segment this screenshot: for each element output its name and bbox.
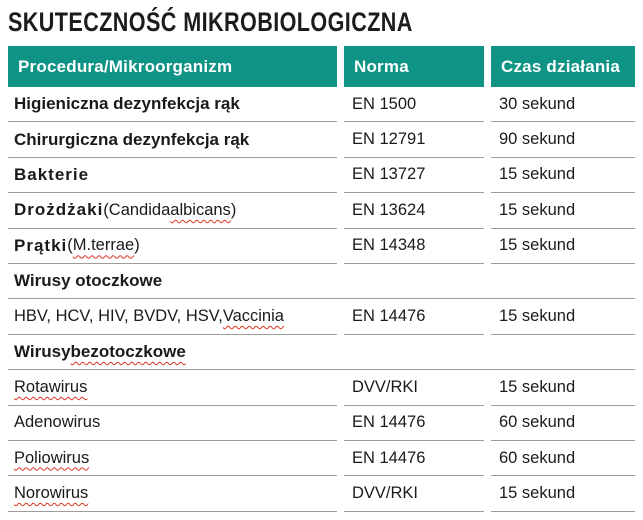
czas-cell: 90 sekund	[491, 122, 635, 157]
latin-name-suffix: )	[230, 200, 237, 219]
column-header-procedura: Procedura/Mikroorganizm	[8, 46, 337, 87]
czas-cell: 60 sekund	[491, 441, 635, 476]
microorganism-name: Drożdżaki	[14, 200, 104, 220]
norma-cell: EN 14348	[344, 229, 484, 264]
procedure-cell	[8, 476, 337, 511]
table-header-row	[8, 46, 635, 87]
czas-cell: 15 sekund	[491, 370, 635, 405]
norma-cell: DVV/RKI	[344, 370, 484, 405]
misspelled-word: albicans	[170, 200, 231, 219]
norma-cell: EN 14476	[344, 406, 484, 441]
section-title: Wirusy	[14, 341, 71, 361]
section-row-wirusy-otoczkowe	[8, 264, 635, 299]
czas-cell: 15 sekund	[491, 193, 635, 228]
czas-cell: 15 sekund	[491, 476, 635, 511]
misspelled-word: bezotoczkowe	[70, 341, 186, 361]
norma-cell: EN 14476	[344, 441, 484, 476]
column-header-norma: Norma	[344, 46, 484, 87]
section-title: Wirusy otoczkowe	[14, 271, 163, 291]
czas-cell: 60 sekund	[491, 406, 635, 441]
procedure-cell	[8, 441, 337, 476]
microorganism-name: Prątki	[14, 235, 68, 255]
norma-cell: EN 13624	[344, 193, 484, 228]
norma-cell: EN 1500	[344, 87, 484, 122]
misspelled-word: Vaccinia	[222, 307, 284, 326]
czas-cell: 30 sekund	[491, 87, 635, 122]
norma-cell: EN 12791	[344, 122, 484, 157]
latin-name-prefix: (	[67, 236, 73, 255]
misspelled-word: Poliowirus	[14, 448, 90, 467]
microorganism-name: Adenowirus	[14, 413, 101, 432]
norma-cell: EN 13727	[344, 158, 484, 193]
procedure-cell	[8, 370, 337, 405]
column-header-czas: Czas działania	[491, 46, 635, 87]
procedure-cell	[8, 87, 337, 122]
procedure-name: Higieniczna dezynfekcja rąk	[14, 94, 240, 114]
procedure-cell	[8, 406, 337, 441]
procedure-cell	[8, 122, 337, 157]
procedure-cell	[8, 193, 337, 228]
page-title: SKUTECZNOŚĆ MIKROBIOLOGICZNA	[8, 7, 413, 37]
czas-cell: 15 sekund	[491, 299, 635, 334]
table-body	[8, 87, 635, 512]
procedure-cell	[8, 299, 337, 334]
latin-name-suffix: )	[134, 236, 140, 255]
virus-list: HBV, HCV, HIV, BVDV, HSV,	[14, 307, 223, 326]
microbiology-table	[8, 46, 635, 512]
latin-name-prefix: (Candida	[103, 200, 171, 219]
czas-cell: 15 sekund	[491, 158, 635, 193]
misspelled-word: M.terrae	[72, 236, 135, 255]
procedure-name: Chirurgiczna dezynfekcja rąk	[14, 129, 250, 149]
procedure-cell	[8, 229, 337, 264]
norma-cell: EN 14476	[344, 299, 484, 334]
misspelled-word: Norowirus	[14, 483, 89, 502]
procedure-cell	[8, 158, 337, 193]
microorganism-name: Bakterie	[14, 164, 90, 184]
section-row-wirusy-bezotoczkowe	[8, 335, 635, 370]
czas-cell: 15 sekund	[491, 229, 635, 264]
norma-cell: DVV/RKI	[344, 476, 484, 511]
misspelled-word: Rotawirus	[14, 377, 88, 396]
